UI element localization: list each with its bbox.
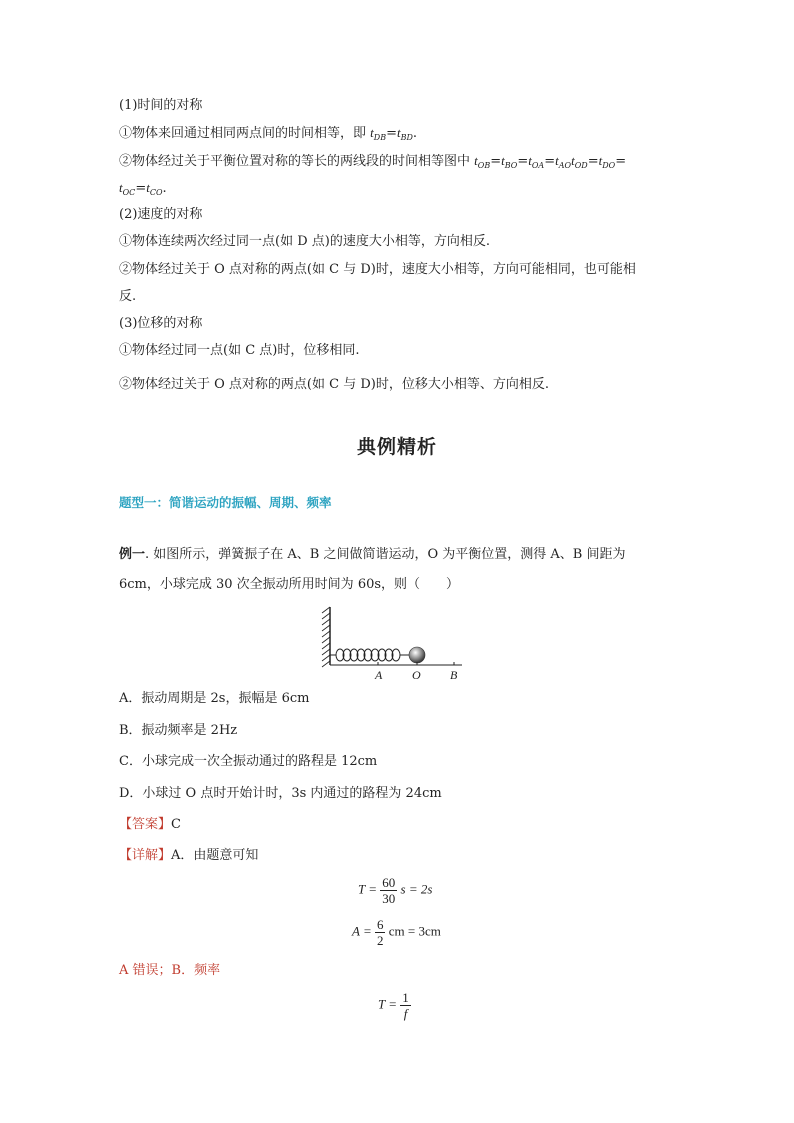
time-item-2-text: ②物体经过关于平衡位置对称的等长的两线段的时间相等图中 <box>119 154 471 169</box>
speed-heading: (2)速度的对称 <box>119 207 203 222</box>
label-o: O <box>412 668 421 682</box>
speed-item-1: ①物体连续两次经过同一点(如 D 点)的速度大小相等，方向相反. <box>119 234 490 249</box>
ball <box>409 647 425 663</box>
fraction-numerator: 1 <box>402 990 409 1005</box>
detail-text: A．由题意可知 <box>171 848 259 863</box>
formula-amplitude <box>352 917 441 948</box>
subscript: OC <box>122 188 136 197</box>
section-title: 典例精析 <box>356 436 437 458</box>
formula-lhs: A = <box>352 923 372 939</box>
formula-rhs: s = 2s <box>400 881 433 897</box>
subscript: DB <box>373 133 387 142</box>
subscript: OB <box>477 161 491 170</box>
example-stem-line-2: 6cm，小球完成 30 次全振动所用时间为 60s，则（ ） <box>119 577 460 592</box>
option-b: B．振动频率是 2Hz <box>119 723 238 738</box>
answer-line <box>119 816 181 834</box>
example-stem-line-1: . 如图所示，弹簧振子在 A、B 之间做简谐运动，O 为平衡位置，测得 A、B 间距为 <box>145 547 626 562</box>
subscript: AO <box>558 161 572 170</box>
time-item-1-text: ①物体来回通过相同两点间的时间相等，即 <box>119 126 367 141</box>
formula-frequency <box>378 990 411 1021</box>
subscript: OD <box>574 161 588 170</box>
subscript: BO <box>504 161 518 170</box>
label-a: A <box>375 668 383 682</box>
option-a: A．振动周期是 2s，振幅是 6cm <box>119 691 310 706</box>
spring-oscillator-figure <box>320 605 470 685</box>
example-label: 例一 <box>119 547 146 562</box>
fraction-denominator: f <box>403 1006 408 1021</box>
after-formula-text: A 错误；B．频率 <box>119 963 221 978</box>
fraction <box>380 875 397 906</box>
time-heading: (1)时间的对称 <box>119 98 203 113</box>
label-b: B <box>450 668 458 682</box>
formula-rhs: cm = 3cm <box>388 923 441 939</box>
answer-label: 【答案】 <box>119 817 172 832</box>
fraction-numerator: 6 <box>376 917 384 932</box>
time-item-2-cont: $t_{OC}=t_{CO}$. <box>119 180 167 197</box>
subscript: BD <box>400 133 413 142</box>
spring-coil <box>330 649 410 661</box>
fraction-denominator: 30 <box>382 891 396 906</box>
time-item-1: ①物体来回通过相同两点间的时间相等，即 $t_{DB}=t_{BD}$. <box>119 125 418 142</box>
speed-item-2: ②物体经过关于 O 点对称的两点(如 C 与 D)时，速度大小相等，方向可能相同，也可能相 <box>119 262 636 277</box>
detail-line <box>119 847 258 865</box>
fraction-denominator: 2 <box>376 933 384 948</box>
disp-heading: (3)位移的对称 <box>119 316 203 331</box>
subscript: OA <box>531 161 545 170</box>
fraction <box>375 917 386 948</box>
detail-label: 【详解】 <box>119 848 172 863</box>
formula-lhs: T = <box>358 881 378 897</box>
subscript: CO <box>149 188 163 197</box>
subscript: DO <box>602 161 616 170</box>
disp-item-1: ①物体经过同一点(如 C 点)时，位移相同. <box>119 343 360 358</box>
disp-item-2: ②物体经过关于 O 点对称的两点(如 C 与 D)时，位移大小相等、方向相反. <box>119 377 549 392</box>
fraction <box>400 990 411 1021</box>
answer-value: C <box>171 817 181 832</box>
formula-period <box>358 875 432 906</box>
option-c: C．小球完成一次全振动通过的路程是 12cm <box>119 754 378 769</box>
fraction-numerator: 60 <box>382 875 396 890</box>
time-item-2: ②物体经过关于平衡位置对称的等长的两线段的时间相等图中 $t_{OB}=t_{BO}=t_{OA}=t_{AO}t_{OD}=t_{DO}=$ <box>119 153 627 170</box>
option-d: D．小球过 O 点时开始计时，3s 内通过的路程为 24cm <box>119 786 442 801</box>
speed-item-2-cont: 反. <box>119 289 137 304</box>
formula-lhs: T = <box>378 996 398 1012</box>
question-type-heading: 题型一：简谐运动的振幅、周期、频率 <box>119 495 332 510</box>
example-stem <box>119 546 625 564</box>
